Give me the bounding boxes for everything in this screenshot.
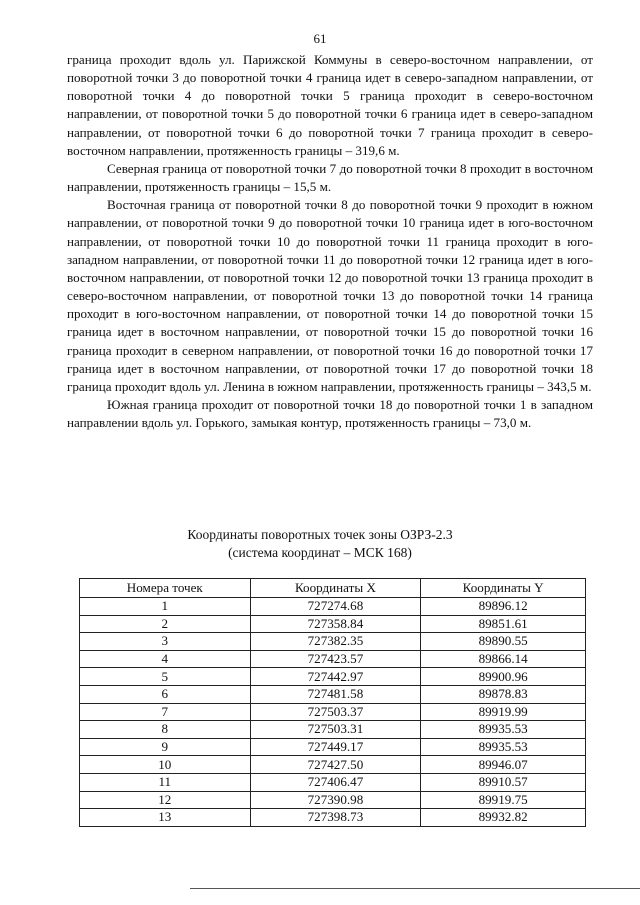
table-row — [80, 685, 586, 703]
table-caption-subtitle: (система координат – МСК 168) — [228, 545, 412, 560]
table-row — [80, 615, 586, 633]
footer-divider — [190, 888, 640, 889]
page-number: 61 — [313, 31, 327, 46]
cell-coord-y: 89910.57 — [421, 773, 586, 791]
cell-coord-x: 727406.47 — [250, 773, 421, 791]
table-row — [80, 668, 586, 686]
table-header-row — [80, 579, 586, 598]
table-row — [80, 756, 586, 774]
cell-coord-x: 727481.58 — [250, 685, 421, 703]
table-row — [80, 598, 586, 616]
table-row — [80, 650, 586, 668]
cell-coord-x: 727449.17 — [250, 738, 421, 756]
cell-point-number: 8 — [80, 721, 251, 739]
table-row — [80, 633, 586, 651]
paragraph-north-boundary: Северная граница от поворотной точки 7 до поворотной точки 8 проходит в восточном направлении, протяженность границы – 15,5 м. — [67, 160, 593, 195]
cell-coord-y: 89900.96 — [421, 668, 586, 686]
cell-point-number: 6 — [80, 685, 251, 703]
cell-point-number: 3 — [80, 633, 251, 651]
cell-point-number: 11 — [80, 773, 251, 791]
cell-coord-x: 727390.98 — [250, 791, 421, 809]
cell-point-number: 4 — [80, 650, 251, 668]
cell-point-number: 12 — [80, 791, 251, 809]
cell-coord-x: 727274.68 — [250, 598, 421, 616]
cell-coord-x: 727398.73 — [250, 809, 421, 827]
table-row — [80, 738, 586, 756]
cell-coord-y: 89866.14 — [421, 650, 586, 668]
cell-coord-y: 89932.82 — [421, 809, 586, 827]
coordinates-table — [79, 578, 586, 827]
cell-coord-x: 727442.97 — [250, 668, 421, 686]
cell-coord-y: 89890.55 — [421, 633, 586, 651]
header-coord-x: Координаты X — [250, 579, 421, 598]
cell-coord-y: 89851.61 — [421, 615, 586, 633]
cell-coord-x: 727423.57 — [250, 650, 421, 668]
cell-coord-y: 89919.75 — [421, 791, 586, 809]
header-coord-y: Координаты Y — [421, 579, 586, 598]
table-row — [80, 809, 586, 827]
cell-coord-x: 727503.31 — [250, 721, 421, 739]
table-row — [80, 791, 586, 809]
cell-point-number: 2 — [80, 615, 251, 633]
cell-point-number: 7 — [80, 703, 251, 721]
table-row — [80, 721, 586, 739]
cell-coord-x: 727503.37 — [250, 703, 421, 721]
cell-coord-y: 89878.83 — [421, 685, 586, 703]
cell-coord-x: 727358.84 — [250, 615, 421, 633]
table-row — [80, 703, 586, 721]
cell-point-number: 13 — [80, 809, 251, 827]
cell-point-number: 10 — [80, 756, 251, 774]
paragraph-east-boundary: Восточная граница от поворотной точки 8 до поворотной точки 9 проходит в южном направлении, от поворотной точки 9 до поворотной точки 10 граница идет в юго-восточном направлении, от поворотной точки 10 до поворотной точки 11 граница проходит в юго-западном направлении, от поворотной точки 11 до поворотной точки 12 граница идет в юго-восточном направлении, от поворотной точки 12 до поворотной точки 13 граница проходит в северо-восточном направлении, от поворотной точки 13 до поворотной точки 14 граница проходит в юго-восточном направлении, от поворотной точки 14 до поворотной точки 15 граница идет в восточном направлении, от поворотной точки 15 до поворотной точки 16 граница проходит в северном направлении, от поворотной точки 16 до поворотной точки 17 граница идет в восточном направлении, от поворотной точки 17 до поворотной точки 18 граница проходит вдоль ул. Ленина в южном направлении, протяженность границы – 343,5 м. — [67, 197, 593, 394]
paragraph-west-boundary-end: граница проходит вдоль ул. Парижской Коммуны в северо-восточном направлении, от поворотной точки 3 до поворотной точки 4 граница идет в северо-западном направлении, от поворотной точки 4 до поворотной точки 5 граница проходит в северо-восточном направлении, от поворотной точки 5 до поворотной точки 6 граница идет в северо-западном направлении, от поворотной точки 6 до поворотной точки 7 граница проходит в северо-восточном направлении, протяженность границы – 319,6 м. — [67, 52, 593, 158]
cell-point-number: 1 — [80, 598, 251, 616]
cell-coord-x: 727382.35 — [250, 633, 421, 651]
paragraph-south-boundary: Южная граница проходит от поворотной точки 18 до поворотной точки 1 в западном направлении вдоль ул. Горького, замыкая контур, протяженность границы – 73,0 м. — [67, 396, 593, 431]
table-body — [80, 598, 586, 827]
table-row — [80, 773, 586, 791]
cell-coord-y: 89935.53 — [421, 721, 586, 739]
cell-coord-y: 89919.99 — [421, 703, 586, 721]
header-point-number: Номера точек — [80, 579, 251, 598]
body-text — [67, 51, 593, 432]
table-caption — [0, 526, 640, 562]
cell-coord-y: 89935.53 — [421, 738, 586, 756]
table-caption-title: Координаты поворотных точек зоны ОЗРЗ-2.3 — [187, 527, 453, 542]
cell-point-number: 9 — [80, 738, 251, 756]
cell-point-number: 5 — [80, 668, 251, 686]
cell-coord-y: 89946.07 — [421, 756, 586, 774]
cell-coord-y: 89896.12 — [421, 598, 586, 616]
cell-coord-x: 727427.50 — [250, 756, 421, 774]
